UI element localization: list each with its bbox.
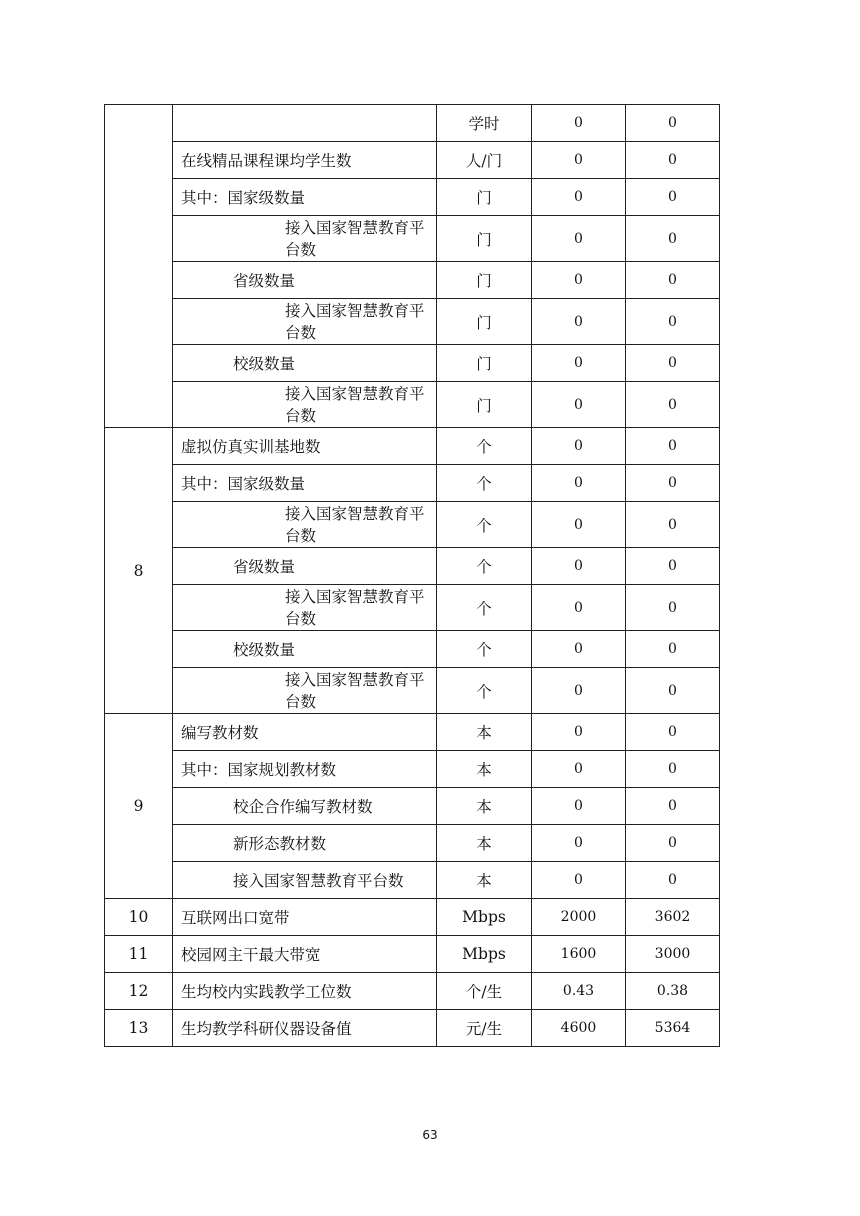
unit-cell: 门: [437, 262, 532, 299]
item-cell: 校级数量: [173, 631, 437, 668]
row-number-cell: 10: [105, 899, 173, 936]
table-row: [105, 825, 720, 862]
table-row: [105, 631, 720, 668]
value-cell: 3602: [626, 899, 720, 936]
unit-cell: 本: [437, 825, 532, 862]
row-number-cell: 12: [105, 973, 173, 1010]
row-number-cell: [105, 105, 173, 428]
item-cell: 接入国家智慧教育平台数: [285, 670, 425, 711]
table-row: [105, 1010, 720, 1047]
item-cell: 其中：国家级数量: [173, 465, 437, 502]
table-row: [105, 465, 720, 502]
value-cell: 0: [626, 262, 720, 299]
row-number-cell: 11: [105, 936, 173, 973]
value-cell: 0: [532, 105, 626, 142]
unit-cell: 门: [437, 179, 532, 216]
value-cell: 0: [532, 788, 626, 825]
value-cell: 0: [532, 345, 626, 382]
table-row: [105, 382, 720, 428]
value-cell: 0: [532, 262, 626, 299]
item-cell: 其中：国家规划教材数: [173, 751, 437, 788]
item-cell: 接入国家智慧教育平台数: [285, 587, 425, 628]
value-cell: 0: [532, 751, 626, 788]
table-row: [105, 345, 720, 382]
item-cell: 在线精品课程课均学生数: [173, 142, 437, 179]
item-cell: 接入国家智慧教育平台数: [173, 862, 437, 899]
unit-cell: 个: [437, 585, 532, 631]
value-cell: 5364: [626, 1010, 720, 1047]
item-cell: 校园网主干最大带宽: [173, 936, 437, 973]
table-row: [105, 216, 720, 262]
table-row: [105, 428, 720, 465]
table-row: [105, 585, 720, 631]
value-cell: 0: [532, 465, 626, 502]
unit-cell: 人/门: [437, 142, 532, 179]
value-cell: 2000: [532, 899, 626, 936]
value-cell: 0: [626, 216, 720, 262]
value-cell: 0: [626, 825, 720, 862]
unit-cell: 本: [437, 751, 532, 788]
value-cell: 0.43: [532, 973, 626, 1010]
item-cell: 互联网出口宽带: [173, 899, 437, 936]
table-row: [105, 299, 720, 345]
table-row: [105, 788, 720, 825]
table-row: [105, 936, 720, 973]
value-cell: 0: [532, 714, 626, 751]
unit-cell: 元/生: [437, 1010, 532, 1047]
value-cell: 0: [626, 862, 720, 899]
value-cell: 0: [626, 105, 720, 142]
unit-cell: 个/生: [437, 973, 532, 1010]
item-cell: 校企合作编写教材数: [173, 788, 437, 825]
value-cell: 1600: [532, 936, 626, 973]
item-cell: 省级数量: [173, 262, 437, 299]
value-cell: 0: [626, 585, 720, 631]
value-cell: 0: [532, 216, 626, 262]
value-cell: 0: [626, 631, 720, 668]
item-cell: 编写教材数: [173, 714, 437, 751]
value-cell: 0: [626, 502, 720, 548]
unit-cell: 本: [437, 714, 532, 751]
item-cell: 省级数量: [173, 548, 437, 585]
item-cell: 生均校内实践教学工位数: [173, 973, 437, 1010]
table-row: [105, 751, 720, 788]
unit-cell: 门: [437, 382, 532, 428]
unit-cell: 个: [437, 502, 532, 548]
value-cell: 0: [532, 299, 626, 345]
unit-cell: 个: [437, 631, 532, 668]
table-row: [105, 502, 720, 548]
item-cell: 其中：国家级数量: [173, 179, 437, 216]
table-row: [105, 179, 720, 216]
item-cell: 接入国家智慧教育平台数: [285, 504, 425, 545]
table-row: [105, 668, 720, 714]
item-cell: 虚拟仿真实训基地数: [173, 428, 437, 465]
value-cell: 0: [626, 465, 720, 502]
unit-cell: 个: [437, 548, 532, 585]
value-cell: 0: [532, 825, 626, 862]
value-cell: 0: [532, 548, 626, 585]
table-row: [105, 262, 720, 299]
unit-cell: 本: [437, 788, 532, 825]
item-cell: 接入国家智慧教育平台数: [285, 384, 425, 425]
value-cell: 3000: [626, 936, 720, 973]
value-cell: 0: [532, 502, 626, 548]
item-cell: 新形态教材数: [173, 825, 437, 862]
page-number: 63: [422, 1128, 438, 1142]
table-row: [105, 862, 720, 899]
value-cell: 0: [626, 548, 720, 585]
unit-cell: 学时: [437, 105, 532, 142]
value-cell: 4600: [532, 1010, 626, 1047]
table-row: [105, 714, 720, 751]
value-cell: 0: [532, 179, 626, 216]
value-cell: 0: [626, 428, 720, 465]
table-row: [105, 548, 720, 585]
value-cell: 0: [626, 382, 720, 428]
unit-cell: Mbps: [437, 899, 532, 936]
value-cell: 0: [626, 345, 720, 382]
item-cell: 校级数量: [173, 345, 437, 382]
table-row: [105, 973, 720, 1010]
table-row: [105, 105, 720, 142]
unit-cell: 门: [437, 345, 532, 382]
value-cell: 0: [626, 299, 720, 345]
table-row: [105, 142, 720, 179]
row-number-cell: 9: [105, 714, 173, 899]
item-cell: [173, 105, 437, 142]
value-cell: 0: [626, 179, 720, 216]
unit-cell: 个: [437, 465, 532, 502]
value-cell: 0: [532, 631, 626, 668]
value-cell: 0: [532, 142, 626, 179]
row-number-cell: 8: [105, 428, 173, 714]
value-cell: 0: [532, 382, 626, 428]
item-cell: 接入国家智慧教育平台数: [285, 218, 425, 259]
row-number-cell: 13: [105, 1010, 173, 1047]
value-cell: 0: [626, 668, 720, 714]
value-cell: 0: [626, 751, 720, 788]
unit-cell: 门: [437, 299, 532, 345]
value-cell: 0.38: [626, 973, 720, 1010]
value-cell: 0: [626, 788, 720, 825]
item-cell: 生均教学科研仪器设备值: [173, 1010, 437, 1047]
value-cell: 0: [532, 862, 626, 899]
table-row: [105, 899, 720, 936]
value-cell: 0: [532, 428, 626, 465]
unit-cell: 本: [437, 862, 532, 899]
item-cell: 接入国家智慧教育平台数: [285, 301, 425, 342]
unit-cell: Mbps: [437, 936, 532, 973]
unit-cell: 个: [437, 428, 532, 465]
value-cell: 0: [626, 714, 720, 751]
value-cell: 0: [532, 585, 626, 631]
unit-cell: 门: [437, 216, 532, 262]
value-cell: 0: [626, 142, 720, 179]
value-cell: 0: [532, 668, 626, 714]
unit-cell: 个: [437, 668, 532, 714]
data-table: [104, 104, 720, 1047]
